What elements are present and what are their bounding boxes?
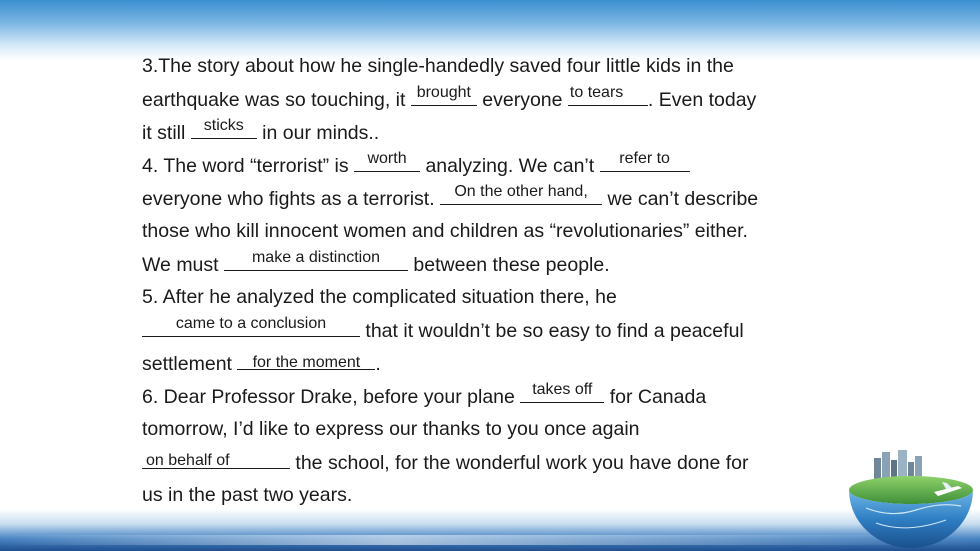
sentence-text: between these people. xyxy=(408,254,610,276)
text-line xyxy=(142,479,802,512)
sentence-text: that it wouldn’t be so easy to find a peaceful xyxy=(360,320,744,342)
text-line xyxy=(142,347,802,380)
answer-text: worth xyxy=(367,150,407,167)
earth-globe-city-icon xyxy=(846,448,976,548)
answer-blank xyxy=(224,248,408,271)
answer-text: on behalf of xyxy=(146,452,230,469)
exercise-item-3 xyxy=(142,50,802,149)
text-line xyxy=(142,83,802,116)
sentence-text: us in the past two years. xyxy=(142,484,353,506)
answer-text: make a distinction xyxy=(251,249,381,266)
text-line xyxy=(142,314,802,347)
sentence-text: the school, for the wonderful work you have done for xyxy=(290,452,749,474)
answer-blank xyxy=(411,83,477,106)
sentence-text: we can’t describe xyxy=(602,188,759,210)
answer-text: sticks xyxy=(203,117,244,134)
answer-blank xyxy=(600,149,690,172)
sentence-text: . Even today xyxy=(647,89,757,111)
exercise-item-6 xyxy=(142,380,802,512)
text-line xyxy=(142,380,802,413)
answer-text: takes off xyxy=(532,381,593,398)
answer-text: refer to xyxy=(619,150,670,167)
sentence-text: analyzing. We can’t xyxy=(420,155,600,177)
answer-blank xyxy=(520,380,604,403)
answer-text: for the moment xyxy=(252,354,361,371)
text-line xyxy=(142,215,802,248)
sentence-text: 5. After he analyzed the complicated situation there, he xyxy=(142,286,617,308)
answer-blank xyxy=(191,116,257,139)
sentence-text: in our minds.. xyxy=(256,122,380,144)
sentence-text: everyone xyxy=(476,89,568,111)
answer-text: On the other hand, xyxy=(454,183,588,200)
sentence-text: everyone who fights as a terrorist. xyxy=(142,188,441,210)
text-line xyxy=(142,50,802,83)
sentence-text: those who kill innocent women and children as “revolutionaries” either. xyxy=(142,220,748,242)
sentence-text: for Canada xyxy=(604,386,707,408)
exercise-item-5 xyxy=(142,281,802,380)
sentence-text: We must xyxy=(142,254,224,276)
answer-blank xyxy=(237,347,375,370)
text-line xyxy=(142,446,802,479)
text-line xyxy=(142,116,802,149)
sentence-text: . xyxy=(375,353,381,375)
text-line xyxy=(142,182,802,215)
sentence-text: it still xyxy=(142,122,191,144)
answer-blank xyxy=(440,182,602,205)
sentence-text: 3.The story about how he single-handedly saved four little kids in the xyxy=(142,55,734,77)
answer-text: brought xyxy=(416,84,471,101)
text-line xyxy=(142,149,802,182)
exercise-content xyxy=(142,50,802,512)
text-line xyxy=(142,413,802,446)
answer-text: to tears xyxy=(569,84,624,101)
answer-text: came to a conclusion xyxy=(175,315,327,332)
exercise-item-4 xyxy=(142,149,802,281)
sentence-text: earthquake was so touching, it xyxy=(142,89,411,111)
text-line xyxy=(142,248,802,281)
sentence-text: 4. The word “terrorist” is xyxy=(142,155,355,177)
answer-blank xyxy=(142,314,360,337)
answer-blank xyxy=(568,83,648,106)
bottom-light-streak xyxy=(0,535,980,545)
sentence-text: settlement xyxy=(142,353,238,375)
text-line xyxy=(142,281,802,314)
answer-blank xyxy=(142,446,290,469)
answer-blank xyxy=(354,149,420,172)
sentence-text: tomorrow, I’d like to express our thanks to you once again xyxy=(142,418,640,440)
sentence-text: 6. Dear Professor Drake, before your plane xyxy=(142,386,521,408)
